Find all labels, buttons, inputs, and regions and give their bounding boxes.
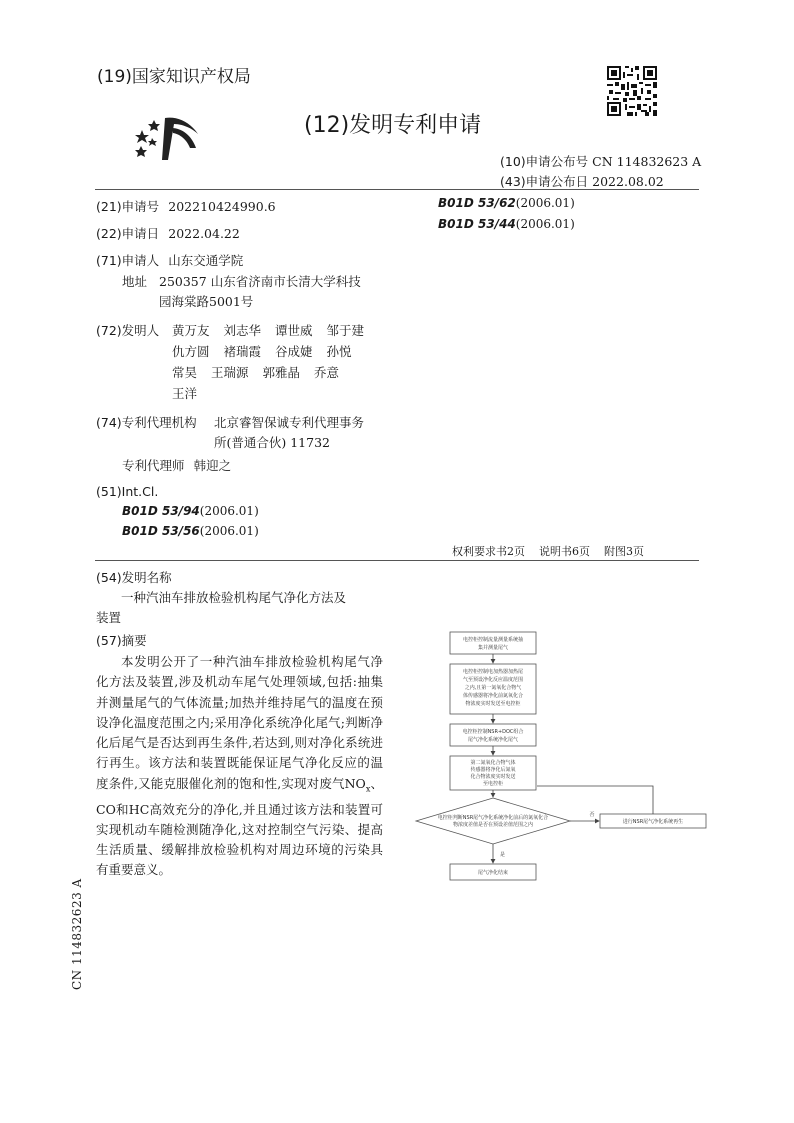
cnipa-logo (132, 108, 204, 164)
publication-number-value: CN 114832623 A (592, 154, 702, 169)
applicant (96, 250, 243, 269)
invention-title-line-2: 装置 (96, 610, 122, 625)
flow-text: 之内,且第一氮氧化合物气 (464, 685, 522, 691)
ipc-year: (2006.01) (515, 217, 575, 231)
flow-text: 化合物浓度实时发送 (470, 774, 516, 780)
address-line-2: 园海棠路5001号 (159, 294, 254, 309)
application-number (96, 196, 276, 215)
flow-text: 尾气净化结束 (477, 870, 509, 876)
ipc-year: (2006.01) (515, 196, 575, 210)
flow-text: 电控柜控制流量测量系统抽 (462, 637, 524, 643)
address-line-1: 250357 山东省济南市长清大学科技 (159, 274, 361, 289)
drawings-pages: 附图3页 (604, 545, 644, 558)
address-label: 地址 (122, 274, 148, 289)
page-counts (440, 543, 644, 559)
application-number-value: 202210424990.6 (168, 199, 276, 214)
ipc-classification (122, 524, 259, 538)
inventor-name: 谭世威 (275, 323, 313, 338)
document-type: (12)发明专利申请 (304, 113, 482, 138)
patent-agent (122, 455, 231, 474)
abstract-label: (57)摘要 (96, 633, 147, 648)
ipc-code: B01D 53/56 (122, 524, 200, 538)
abstract-text-main: 本发明公开了一种汽油车排放检验机构尾气净化方法及装置,涉及机动车尾气处理领域,包括:抽集并测量尾气的气体流量;加热并维持尾气的温度在预设净化温度范围之内;采用净化系统净化尾气;判断净化后尾气是否达到再生条件,若达到,则对净化系统进行再生。该方法和装置既能保证尾气净化反应的温度条件,又能克服催化剂的饱和性,实现对废气NO (96, 654, 383, 791)
inventor-name: 褚瑞霞 (223, 344, 262, 359)
claims-pages: 权利要求书2页 (452, 545, 525, 558)
agency-line-1: 北京睿智保诚专利代理事务 (214, 415, 365, 430)
patent-agent-value: 韩迎之 (193, 458, 232, 473)
flow-text: 物浓度差值是否在预设差值范围之内 (452, 822, 534, 828)
inventor-name: 谷成婕 (275, 344, 313, 359)
ipc-classification (122, 504, 259, 518)
publication-date-label: (43)申请公布日 (500, 174, 589, 189)
flow-yes-label: 是 (500, 852, 506, 858)
flow-text: 传感器将净化后氮氧 (470, 767, 516, 773)
flow-text: 电控柜判断NSR尾气净化系统净化前后的氮氧化合 (437, 815, 549, 821)
header-divider (95, 189, 699, 190)
int-cl-label: (51)Int.Cl. (96, 484, 159, 499)
publication-date (500, 172, 664, 190)
flow-text: 电控柜控制电加热器加热尾 (462, 669, 524, 675)
abstract-drawing (414, 628, 714, 888)
inventor-label: (72)发明人 (96, 323, 160, 338)
inventor-name: 郭雅晶 (262, 365, 301, 380)
flow-text: 尾气净化系统净化尾气 (467, 737, 519, 743)
flow-text: 体传感器将净化前氮氧化合 (462, 693, 524, 699)
ipc-classification (438, 196, 575, 210)
inventor-list (172, 320, 412, 404)
agency-label: (74)专利代理机构 (96, 415, 197, 430)
ipc-year: (2006.01) (199, 504, 259, 518)
flow-no-label: 否 (589, 812, 595, 818)
flow-decision (416, 798, 570, 844)
ipc-code: B01D 53/44 (438, 217, 516, 231)
publication-number (500, 152, 701, 170)
inventor-name: 王洋 (172, 386, 198, 401)
ipc-classification (438, 217, 575, 231)
inventor-name: 仇方圆 (172, 344, 210, 359)
ipc-code: B01D 53/94 (122, 504, 200, 518)
flow-text: 集并测量尾气 (477, 645, 509, 651)
inventor-name: 常昊 (172, 365, 198, 380)
invention-title-label: (54)发明名称 (96, 570, 172, 585)
application-date-value: 2022.04.22 (168, 226, 240, 241)
inventor-name: 孙悦 (326, 344, 352, 359)
abstract-subscript: x (365, 784, 371, 794)
inventor-name: 刘志华 (223, 323, 262, 338)
side-publication-code: CN 114832623 A (70, 878, 84, 990)
inventor-name: 乔意 (314, 365, 340, 380)
flow-text: 第二氮氧化合物气体 (470, 760, 516, 766)
flow-text: 至电控柜 (482, 781, 504, 787)
applicant-value: 山东交通学院 (168, 253, 244, 268)
flow-text: 进行NSR尾气净化系统再生 (622, 819, 684, 825)
inventor-name: 王瑞源 (211, 365, 249, 380)
publication-date-value: 2022.08.02 (592, 174, 664, 189)
application-date-label: (22)申请日 (96, 226, 160, 241)
flow-text: 气至预设净化反应温度范围 (462, 677, 524, 683)
publication-number-label: (10)申请公布号 (500, 154, 589, 169)
office-name: (19)国家知识产权局 (97, 67, 251, 87)
ipc-code: B01D 53/62 (438, 196, 516, 210)
section-divider (95, 560, 699, 561)
inventor-name: 黄万友 (172, 323, 210, 338)
abstract-text-tail: 、CO和HC高效充分的净化,并且通过该方法和装置可实现机动车随检测随净化,这对控制空气污染、提高生活质量、缓解排放检验机构对周边环境的污染具有重要意义。 (96, 775, 383, 878)
flow-text: 物浓度实时发送至电控柜 (465, 701, 521, 707)
description-pages: 说明书6页 (539, 545, 590, 558)
application-date (96, 223, 240, 242)
qr-code (607, 66, 657, 116)
ipc-year: (2006.01) (199, 524, 259, 538)
flow-text: 电控柜控制NSR+DOC组合 (462, 729, 524, 735)
patent-agent-label: 专利代理师 (122, 458, 185, 473)
agency-line-2: 所(普通合伙) 11732 (214, 435, 330, 450)
applicant-label: (71)申请人 (96, 253, 160, 268)
invention-title (96, 588, 383, 628)
invention-title-line-1: 一种汽油车排放检验机构尾气净化方法及 (121, 590, 347, 605)
application-number-label: (21)申请号 (96, 199, 160, 214)
abstract-text (96, 652, 383, 881)
inventor-name: 邹于建 (326, 323, 365, 338)
